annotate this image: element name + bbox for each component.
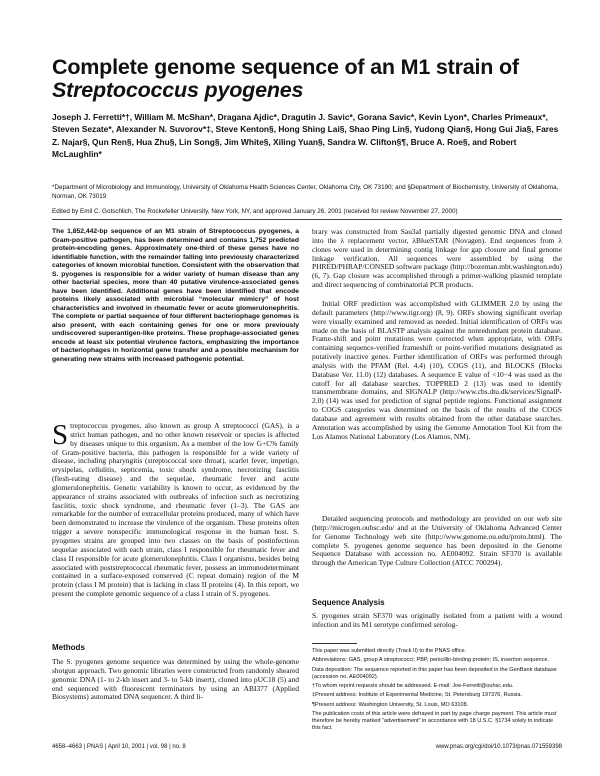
sequence-analysis-paragraph: S. pyogenes strain SF370 was originally isolated from a patient with a wound infection and its M1 serotype confirmed serolog- <box>312 611 562 629</box>
article-title <box>52 56 562 102</box>
title-line-2: Streptococcus pyogenes <box>52 78 304 102</box>
methods-heading: Methods <box>52 643 85 652</box>
affiliations: *Department of Microbiology and Immunology, University of Oklahoma Health Sciences Center, Oklahoma City, OK 73190; and §Department of Biochemistry, University of Oklahoma, Norman, OK 73019 <box>52 184 559 200</box>
footnote: †To whom reprint requests should be addressed. E-mail: Joe-Ferretti@ouhsc.edu. <box>312 682 514 689</box>
introduction-text: treptococcus pyogenes, also known as group A streptococci (GAS), is a strict human pathogen, and no other known reservoir or species is affected by diseases unique to this organism. As a member of the low G+C% family of Gram-positive bacteria, this pathogen is responsible for a wide variety of disease, including pharyngitis (streptococcal sore throat), scarlet fever, impetigo, erysipelas, cellulitis, septicemia, toxic shock syndrome, necrotizing fasciitis (flesh-eating disease) and the sequelae, rheumatic fever and acute glomerulonephritis. Genetic variability is known to occur, as evidenced by the appearance of strains associated with outbreaks of infection such as necrotizing fasciitis, toxic shock syndrome, and rheumatic fever (1–3). The GAS are remarkable for the number of extracellular proteins produced, many of which have been demonstrated to increase the virulence of the organism. These proteins often trigger a severe nonspecific immunological response in the human host. S. pyogenes strains are grouped into two classes on the basis of postinfectious sequelae associated with each strain, class I responsible for rheumatic fever and class II responsible for acute glomerulonephritis. Class I organisms, besides being associated with poststreptococcal rheumatic fever, possess an immunodeterminant contained in a surface-exposed conserved (C repeat domain) region of the M protein (class I M protein) that is lacking in class II proteins (4). In this report, we present the complete genomic sequence of a class I strain of S. pyogenes. <box>52 421 299 599</box>
abstract: The 1,852,442-bp sequence of an M1 strain of Streptococcus pyogenes, a Gram-positive pathogen, has been determined and contains 1,752 predicted protein-encoding genes. Approximately one-third of these genes have no identifiable function, with the remainder falling into previously characterized categories of known microbial function. Consistent with the observation that S. pyogenes is responsible for a wider variety of human disease than any other bacterial species, more than 40 putative virulence-associated genes have been identified. Additional genes have been identified that encode proteins likely associated with microbial “molecular mimicry” of host characteristics and involved in rheumatic fever or acute glomerulonephritis. The complete or partial sequence of four different bacteriophage genomes is also present, with each containing genes for one or more previously undiscovered superantigen-like proteins. These prophage-associated genes encode at least six potential virulence factors, emphasizing the importance of bacteriophages in horizontal gene transfer and a possible mechanism for generating new strains with increased pathogenic potential. <box>52 228 299 363</box>
footnote: Data deposition: The sequence reported in this paper has been deposited in the GenBank database (accession no. AE004092). <box>312 666 557 680</box>
footnote: ‡Present address: Institute of Experimental Medicine, St. Petersburg 197376, Russia. <box>312 692 522 699</box>
protocols-paragraph: Detailed sequencing protocols and methodology are provided on our web site (http://microgen.ouhsc.edu/ and at the University of Oklahoma Advanced Center for Genome Technology web site (http://www.genome.ou.edu/proto.html). The complete S. pyogenes genome sequence has been deposited in the Genome Sequence Database with accession no. AE004092. Strain SF370 is available through the American Type Culture Collection (ATCC 700294). <box>312 514 562 568</box>
citation-info: 4658–4663 | PNAS | April 10, 2001 | vol. 98 | no. 8 <box>52 744 186 750</box>
methods-paragraph: The S. pyogenes genome sequence was determined by using the whole-genome shotgun approach. Two genomic libraries were constructed from randomly sheared genomic DNA (1- to 2-kb insert and 3- to 5-kb insert), cloned into pUC18 (5) and end sequenced with fluorescent terminators by using an ABI377 (Applied Biosystems) automated DNA sequencer. A third li- <box>52 657 299 702</box>
drop-cap: S <box>52 419 69 451</box>
introduction-paragraph <box>52 419 299 599</box>
footnotes <box>312 648 562 734</box>
footnote: Abbreviations: GAS, group A streptococci; PBP, penicillin-binding protein; IS, insertion sequence. <box>312 657 550 664</box>
methods-paragraph-continued: brary was constructed from Sau3aI partially digested genomic DNA and cloned into the λ replacement vector, λBlueSTAR (Novagen). End sequences from λ clones were used in determining contig linkage for gap closure and final genome linkage verification. All sequences were assembled by using the PHRED/PHRAP/CONSED software package (http://bozeman.mbt.washington.edu) (6, 7). Gap closure was accomplished through a primer-walking plasmid template and direct sequencing of combinatorial PCR products. <box>312 227 562 290</box>
footnote: This paper was submitted directly (Track II) to the PNAS office. <box>312 648 467 654</box>
title-line-1: Complete genome sequence of an M1 strain of <box>52 55 519 79</box>
header-divider <box>52 219 562 220</box>
sequence-analysis-heading: Sequence Analysis <box>312 598 385 607</box>
footnote: ¶Present address: Washington University, St. Louis, MO 63108. <box>312 701 469 708</box>
doi-link[interactable]: www.pnas.org/cgi/doi/10.1073/pnas.071559398 <box>435 744 562 750</box>
footnote-divider <box>312 643 357 644</box>
orf-prediction-paragraph: Initial ORF prediction was accomplished with GLIMMER 2.0 by using the default parameters (http://www.tigr.org) (8, 9). ORFs showing significant overlap were visually examined and removed as needed. Initial identification of ORFs was made on the basis of BLASTP analysis against the nonredundant protein database. Frame-shift and point mutations were corrected when appropriate, with ORFs containing sequence-verified frameshift or point-verified mutations designated as putatively inactive genes. Further identification of ORFs was performed through analysis with the PFAM (Rel. 4.4) (10), COGS (11), and BLOCKS (Blocks Database Ver. 11.0) (12) databases. A sequence E value of <10−4 was used as the cutoff for all database searches. TOPPRED 2 (13) was used to identify transmembrane domains, and SIGNALP (http://www.cbs.dtu.dk/services/SignalP-2.0) (14) was used for prediction of signal peptide regions. Functional assignment to COGS categories was determined on the basis of the results of the COGS database and agreement with results obtained from the other database searches. Annotation was accomplished by using the Genome Annotation Tool Kit from the Los Alamos National Laboratory (Los Alamos, NM). <box>312 299 562 441</box>
footnote: The publication costs of this article were defrayed in part by page charge payment. This article must therefore be hereby marked “advertisement” in accordance with 18 U.S.C. §1734 solely to indicate this fact. <box>312 710 557 731</box>
author-list: Joseph J. Ferretti*†, William M. McShan*, Dragana Ajdic*, Dragutin J. Savic*, Gorana Savic*, Kevin Lyon*, Charles Primeaux*, Steven Sezate*, Alexander N. Suvorov*‡, Steve Kenton§, Hong Shing Lai§, Shao Ping Lin§, Yudong Qian§, Hong Gui Jia§, Fares Z. Najar§, Qun Ren§, Hua Zhu§, Lin Song§, Jim White§, Xiling Yuan§, Sandra W. Clifton§¶, Bruce A. Roe§, and Robert McLaughlin* <box>52 112 559 160</box>
edited-by-line: Edited by Emil C. Gotschlich, The Rockefeller University, New York, NY, and approved January 26, 2001 (received for review November 27, 2000) <box>52 208 458 215</box>
